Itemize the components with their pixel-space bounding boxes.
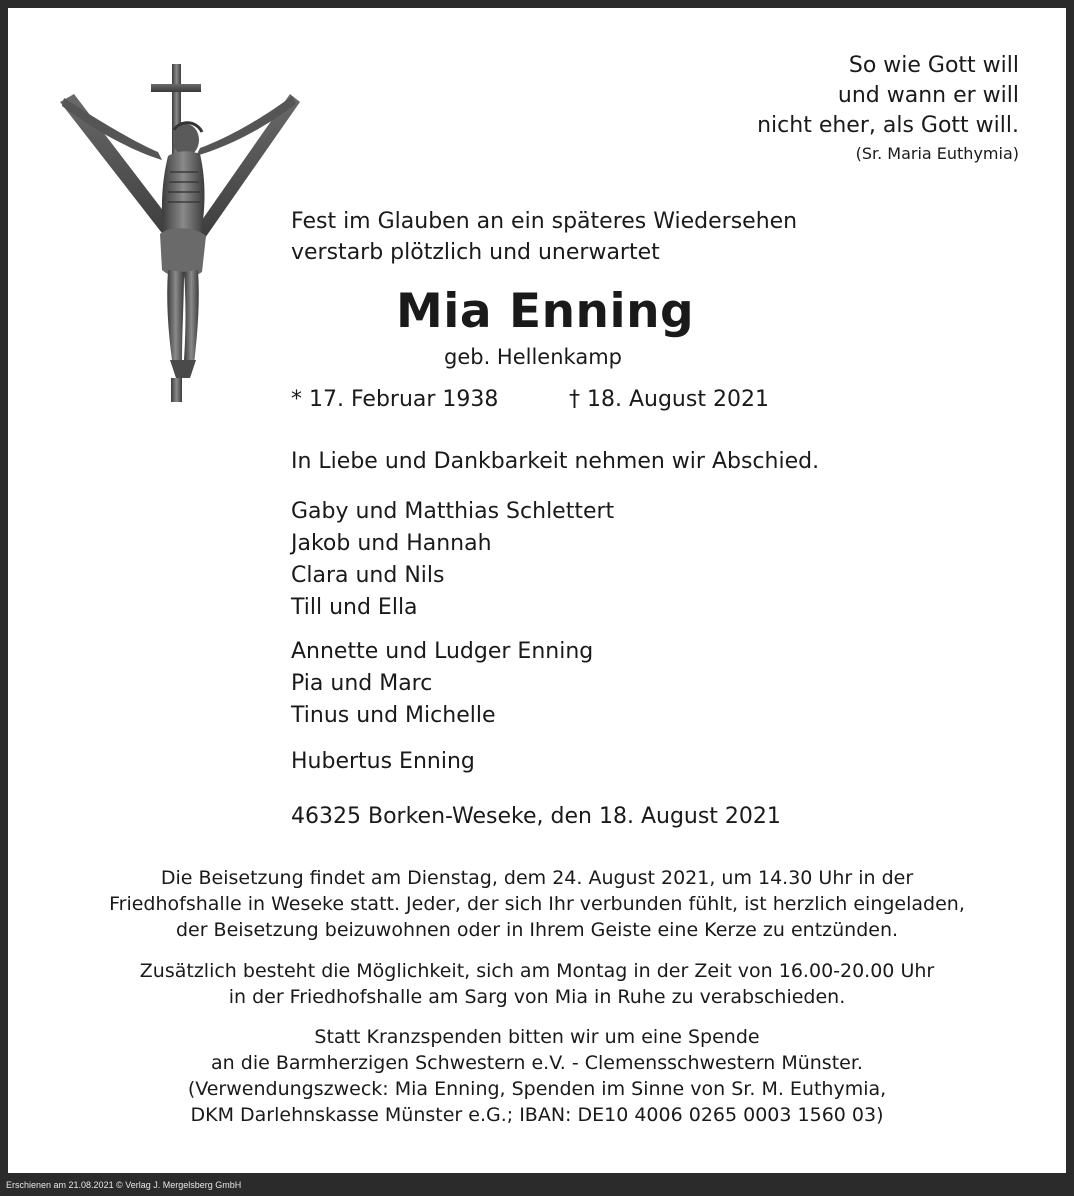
farewell-text: In Liebe und Dankbarkeit nehmen wir Abschied. (291, 449, 820, 474)
family-member: Clara und Nils (291, 563, 445, 588)
family-member: Jakob und Hannah (291, 531, 492, 556)
publisher-credit: Erschienen am 21.08.2021 © Verlag J. Mergelsberg GmbH (6, 1180, 242, 1190)
burial-line: der Beisetzung beizuwohnen oder in Ihrem Geiste eine Kerze zu entzünden. (175, 919, 899, 941)
family-group (291, 496, 614, 624)
family-member: Hubertus Enning (291, 749, 475, 774)
burial-info (0, 865, 1074, 943)
birth-date: * 17. Februar 1938 (291, 387, 499, 412)
crucifix-icon (50, 60, 304, 405)
family-member: Pia und Marc (291, 671, 433, 696)
family-group (291, 746, 475, 778)
family-group (291, 636, 593, 732)
death-date: † 18. August 2021 (569, 387, 769, 412)
motto-line: und wann er will (837, 83, 1019, 108)
burial-line: Friedhofshalle in Weseke statt. Jeder, der sich Ihr verbunden fühlt, ist herzlich eingeladen, (109, 893, 965, 915)
intro-line: Fest im Glauben an ein späteres Wiedersehen (291, 209, 798, 234)
donation-line: Statt Kranzspenden bitten wir um eine Spende (314, 1026, 760, 1048)
family-member: Tinus und Michelle (291, 703, 496, 728)
family-member: Till und Ella (291, 595, 418, 620)
deceased-name: Mia Enning (396, 284, 695, 339)
maiden-name: geb. Hellenkamp (444, 345, 622, 369)
viewing-line: Zusätzlich besteht die Möglichkeit, sich am Montag in der Zeit von 16.00-20.00 Uhr (139, 960, 935, 982)
donation-line: (Verwendungszweck: Mia Enning, Spenden im Sinne von Sr. M. Euthymia, (187, 1078, 887, 1100)
motto-line: So wie Gott will (848, 53, 1019, 78)
motto-quote (757, 51, 1019, 141)
burial-line: Die Beisetzung findet am Dienstag, dem 24. August 2021, um 14.30 Uhr in der (160, 867, 914, 889)
intro-line: verstarb plötzlich und unerwartet (291, 240, 660, 265)
donation-line: an die Barmherzigen Schwestern e.V. - Clemensschwestern Münster. (211, 1052, 863, 1074)
donation-line: DKM Darlehnskasse Münster e.G.; IBAN: DE10 4006 0265 0003 1560 03) (190, 1104, 884, 1126)
family-member: Annette und Ludger Enning (291, 639, 594, 664)
motto-line: nicht eher, als Gott will. (757, 113, 1019, 138)
place-date: 46325 Borken-Weseke, den 18. August 2021 (291, 804, 781, 829)
motto-source: (Sr. Maria Euthymia) (855, 144, 1019, 163)
family-member: Gaby und Matthias Schlettert (291, 499, 615, 524)
donation-info (0, 1024, 1074, 1128)
viewing-info (0, 958, 1074, 1010)
intro-text (291, 206, 797, 268)
viewing-line: in der Friedhofshalle am Sarg von Mia in Ruhe zu verabschieden. (228, 986, 846, 1008)
